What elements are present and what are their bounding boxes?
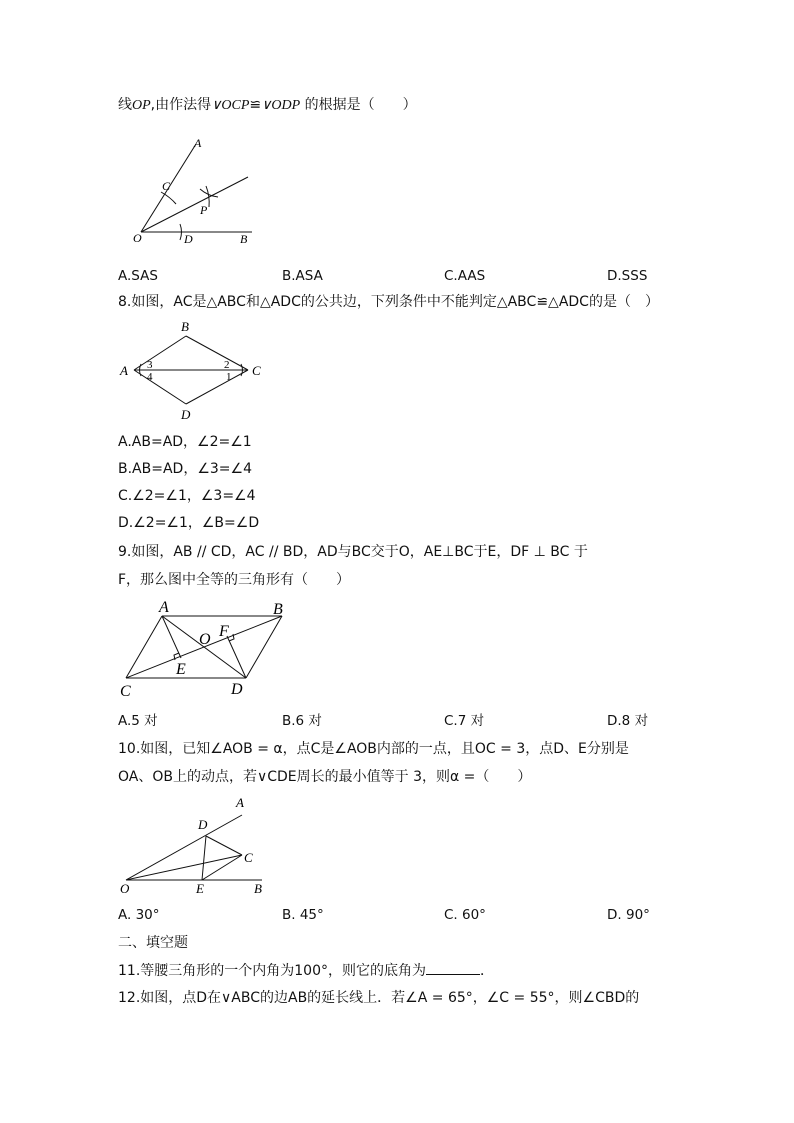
q7-option-b: B.ASA <box>282 268 323 284</box>
q9-label-d: D <box>231 681 243 698</box>
q10-label-c: C <box>244 850 253 865</box>
q11-stem-before: 11.等腰三角形的一个内角为100°，则它的底角为 <box>118 963 426 979</box>
q10-stem-line-1: 10.如图，已知∠AOB = α，点C是∠AOB内部的一点，且OC = 3，点D、E分别是 <box>118 741 629 757</box>
q7-congruent-symbol: ≌ <box>249 97 262 113</box>
q9-side-bd <box>246 616 282 678</box>
q8-option-c: C.∠2=∠1，∠3=∠4 <box>118 488 256 504</box>
q9-label-c: C <box>120 683 131 700</box>
q10-stem-line-2: OA、OB上的动点，若∨CDE周长的最小值等于 3，则α =（ ） <box>118 769 532 785</box>
q7-ray-op <box>141 177 248 232</box>
q9-side-ac <box>126 616 162 678</box>
q8-option-b: B.AB=AD，∠3=∠4 <box>118 461 252 477</box>
q9-option-b: B.6 对 <box>282 713 322 729</box>
q8-label-d: D <box>181 407 191 422</box>
q7-option-a: A.SAS <box>118 268 158 284</box>
q8-figure <box>114 318 274 422</box>
q10-segment-dc <box>206 836 242 855</box>
q8-label-2: 2 <box>224 359 230 371</box>
q11-answer-blank[interactable] <box>426 960 480 975</box>
q7-label-c: C <box>162 179 171 193</box>
q7-arc-c <box>161 192 176 204</box>
q9-figure <box>114 598 294 702</box>
q8-stem: 8.如图，AC是△ABC和△ADC的公共边，下列条件中不能判定△ABC≌△ADC的是（ ） <box>118 294 659 310</box>
q7-stem-suffix: 的根据是（ ） <box>300 97 417 113</box>
q10-label-d: D <box>198 817 208 832</box>
q7-label-d: D <box>184 232 193 246</box>
q8-label-a: A <box>120 363 128 378</box>
q11-stem <box>118 960 494 981</box>
q7-stem-mid: ,由作法得 <box>150 97 212 113</box>
q8-side-ad <box>134 370 186 404</box>
q9-right-angle-e <box>174 653 179 660</box>
q11-stem-after: ． <box>480 963 494 979</box>
q10-option-b: B. 45° <box>282 907 324 923</box>
q8-label-c: C <box>252 363 261 378</box>
q7-triangle-2: ∨ODP <box>261 98 301 113</box>
q10-option-a: A. 30° <box>118 907 160 923</box>
q9-label-b: B <box>273 601 283 618</box>
q7-label-p: P <box>200 203 208 217</box>
q8-side-ab <box>134 336 186 370</box>
q7-label-b: B <box>240 232 248 246</box>
q8-label-1: 1 <box>226 371 232 383</box>
q10-label-b: B <box>254 881 262 896</box>
q12-stem: 12.如图，点D在∨ABC的边AB的延长线上．若∠A = 65°，∠C = 55°，则∠CBD的 <box>118 990 640 1006</box>
q9-option-c: C.7 对 <box>444 713 485 729</box>
q7-triangle-1: ∨OCP <box>211 98 250 113</box>
q10-label-e: E <box>196 881 204 896</box>
q8-label-4: 4 <box>147 371 153 383</box>
q9-label-o: O <box>199 631 211 648</box>
q7-label-a: A <box>194 136 202 150</box>
q10-option-c: C. 60° <box>444 907 486 923</box>
q7-stem <box>118 95 417 116</box>
q9-option-d: D.8 对 <box>607 713 649 729</box>
q8-option-d: D.∠2=∠1，∠B=∠D <box>118 515 260 531</box>
q10-label-o: O <box>120 881 130 896</box>
q8-label-3: 3 <box>147 359 153 371</box>
q7-option-c: C.AAS <box>444 268 486 284</box>
q9-stem-line-2: F，那么图中全等的三角形有（ ） <box>118 572 351 588</box>
q10-segment-oc <box>126 855 242 880</box>
q8-side-dc <box>186 370 248 404</box>
q8-label-b: B <box>181 319 189 334</box>
q9-stem-line-1: 9.如图，AB // CD，AC // BD，AD与BC交于O，AE⊥BC于E，DF ⊥ BC 于 <box>118 544 588 560</box>
q7-stem-prefix: 线 <box>118 97 132 113</box>
q7-op: OP <box>132 98 151 113</box>
q8-side-bc <box>186 336 248 370</box>
q7-label-o: O <box>133 231 142 245</box>
q9-option-a: A.5 对 <box>118 713 158 729</box>
q8-option-a: A.AB=AD，∠2=∠1 <box>118 434 252 450</box>
q9-label-f: F <box>219 623 229 640</box>
q9-right-angle-f <box>229 634 234 641</box>
q10-segment-ec <box>202 855 242 880</box>
q10-ray-oa <box>126 815 242 880</box>
q7-option-d: D.SSS <box>607 268 648 284</box>
q10-label-a: A <box>236 795 244 810</box>
q9-label-e: E <box>176 661 186 678</box>
section-2-title: 二、填空题 <box>118 935 188 951</box>
q9-label-a: A <box>159 599 169 616</box>
q9-perp-ae <box>162 616 181 658</box>
q9-perp-df <box>227 636 246 678</box>
q7-figure <box>128 134 268 252</box>
q10-figure <box>114 795 274 899</box>
q10-option-d: D. 90° <box>607 907 650 923</box>
q10-segment-de <box>202 836 206 880</box>
